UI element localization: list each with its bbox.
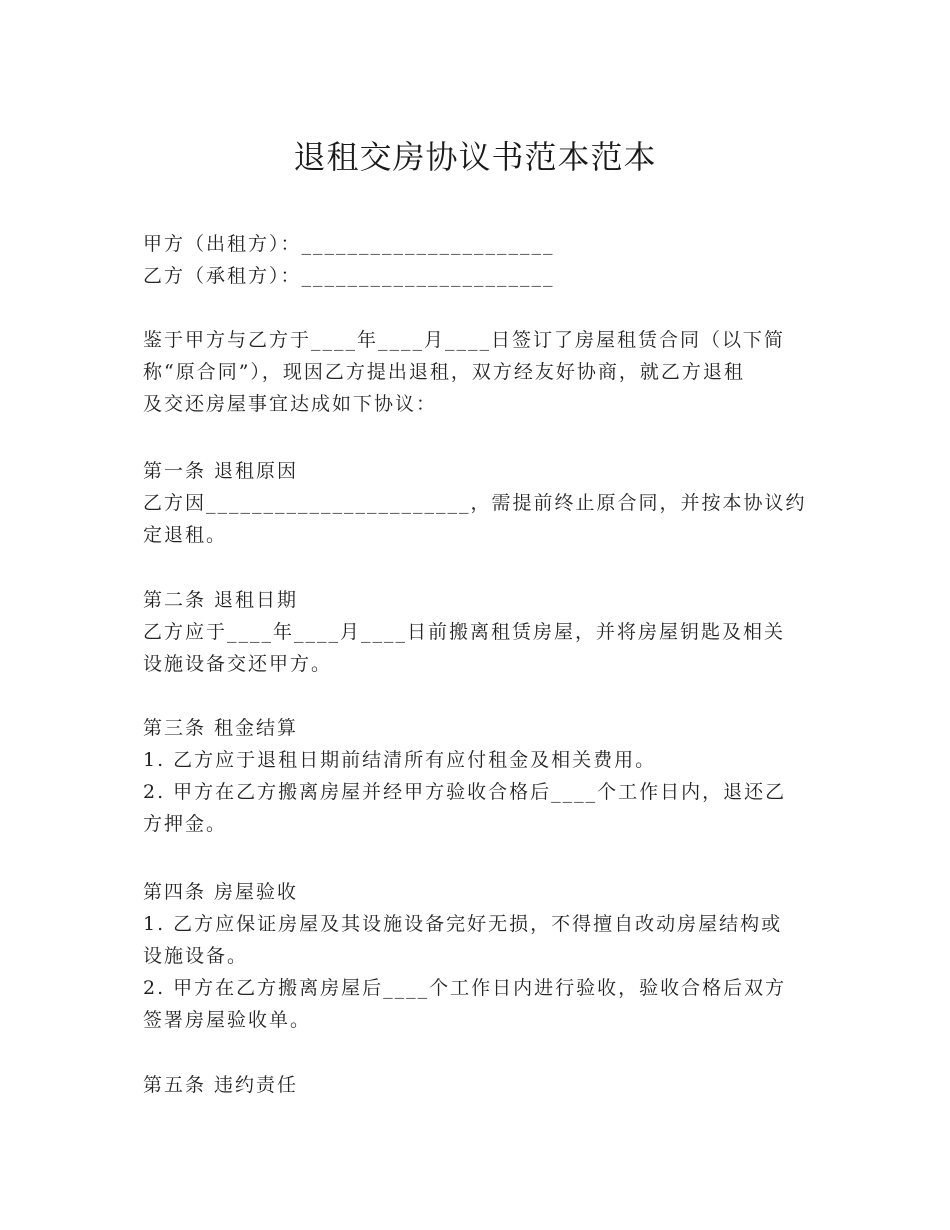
article-heading: 第一条 退租原因	[143, 460, 299, 482]
document-title: 退租交房协议书范本范本	[293, 138, 657, 176]
article-line: 签署房屋验收单。	[143, 1009, 312, 1031]
party-b-line: 乙方（承租方）：______________________	[143, 265, 555, 287]
article-2	[143, 584, 808, 680]
preamble-line: 及交还房屋事宜达成如下协议：	[143, 393, 438, 415]
preamble-line: 鉴于甲方与乙方于____年____月____日签订了房屋租赁合同（以下简	[143, 329, 786, 351]
article-line: 设施设备。	[143, 945, 249, 967]
article-line: 1. 乙方应于退租日期前结清所有应付租金及相关费用。	[143, 749, 657, 771]
article-heading: 第四条 房屋验收	[143, 881, 299, 903]
article-1	[143, 455, 808, 551]
article-line: 乙方因_______________________，需提前终止原合同，并按本协议约	[143, 492, 807, 514]
article-line: 乙方应于____年____月____日前搬离租赁房屋，并将房屋钥匙及相关	[143, 621, 786, 643]
article-line: 方押金。	[143, 813, 228, 835]
article-line: 1. 乙方应保证房屋及其设施设备完好无损，不得擅自改动房屋结构或	[143, 913, 783, 935]
article-heading: 第二条 退租日期	[143, 589, 299, 611]
article-heading: 第五条 违约责任	[143, 1074, 299, 1096]
article-line: 2. 甲方在乙方搬离房屋后____个工作日内进行验收，验收合格后双方	[143, 977, 787, 999]
article-3	[143, 712, 808, 840]
preamble-paragraph	[143, 324, 808, 420]
party-a-line: 甲方（出租方）：______________________	[143, 233, 555, 255]
article-4	[143, 876, 808, 1036]
article-line: 定退租。	[143, 524, 228, 546]
article-heading: 第三条 租金结算	[143, 717, 299, 739]
preamble-line: 称“原合同”），现因乙方提出退租，双方经友好协商，就乙方退租	[143, 361, 745, 383]
party-block	[143, 228, 808, 292]
article-line: 2. 甲方在乙方搬离房屋并经甲方验收合格后____个工作日内，退还乙	[143, 781, 787, 803]
article-line: 设施设备交还甲方。	[143, 653, 333, 675]
article-5	[143, 1069, 808, 1101]
